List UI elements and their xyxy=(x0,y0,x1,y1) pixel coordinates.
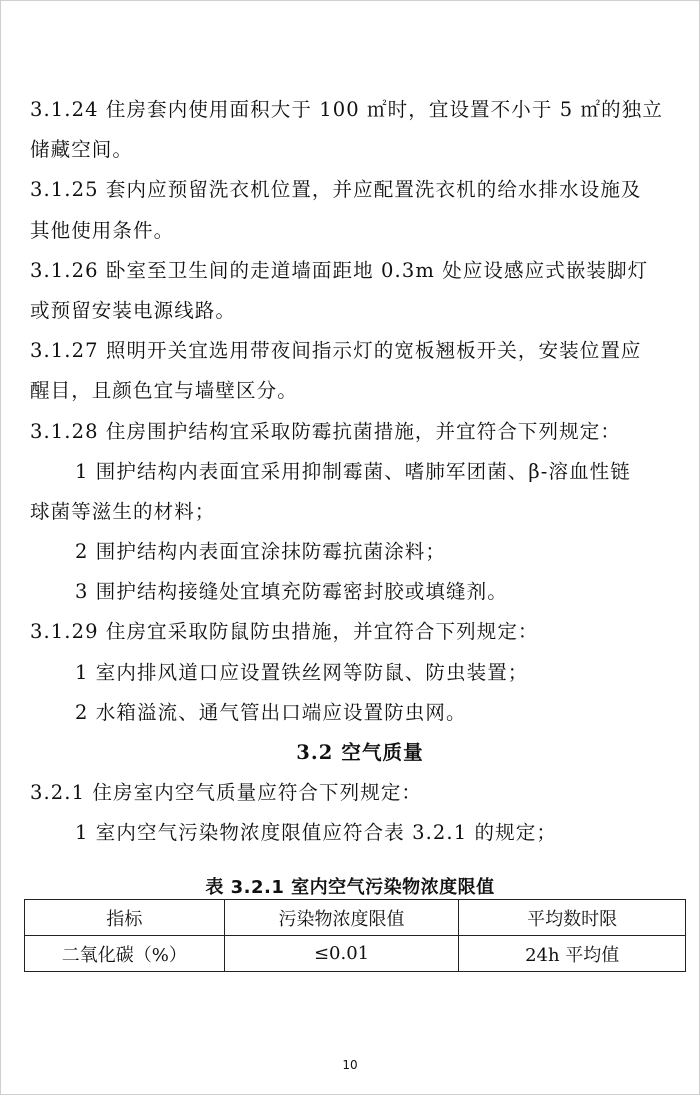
section-heading: 3.2 空气质量 xyxy=(296,741,424,764)
text-line: 球菌等滋生的材料； xyxy=(30,499,216,523)
table-header-cell: 指标 xyxy=(25,900,225,936)
text-line: 3.1.24 住房套内使用面积大于 100 ㎡时，宜设置不小于 5 ㎡的独立 xyxy=(30,98,663,121)
text-line: 1 室内空气污染物浓度限值应符合表 3.2.1 的规定； xyxy=(75,821,557,845)
text-line: 其他使用条件。 xyxy=(30,218,175,242)
table-row xyxy=(25,936,686,972)
text-line: 2 水箱溢流、通气管出口端应设置防虫网。 xyxy=(75,700,467,724)
table-header-cell: 污染物浓度限值 xyxy=(224,900,459,936)
clauses-section-3-2 xyxy=(30,773,670,853)
text-line: 3.1.29 住房宜采取防鼠防虫措施，并宜符合下列规定： xyxy=(30,620,539,644)
text-line: 3 围护结构接缝处宜填充防霉密封胶或填缝剂。 xyxy=(75,580,508,604)
text-line: 储藏空间。 xyxy=(30,138,134,162)
table-cell-indicator: 二氧化碳（%） xyxy=(25,936,225,972)
pollutant-limit-table xyxy=(24,899,686,972)
page-number: 10 xyxy=(342,1058,358,1072)
table-header-row xyxy=(25,900,686,936)
table-cell-limit: ≤0.01 xyxy=(224,936,459,972)
text-line: 2 围护结构内表面宜涂抹防霉抗菌涂料； xyxy=(75,540,447,564)
text-line: 醒目，且颜色宜与墙壁区分。 xyxy=(30,379,298,403)
table-header-cell: 平均数时限 xyxy=(459,900,686,936)
text-line: 3.1.28 住房围护结构宜采取防霉抗菌措施，并宜符合下列规定： xyxy=(30,419,621,443)
text-line: 1 室内排风道口应设置铁丝网等防鼠、防虫装置； xyxy=(75,660,529,684)
text-line: 3.1.27 照明开关宜选用带夜间指示灯的宽板翘板开关，安装位置应 xyxy=(30,339,642,363)
table-caption: 表 3.2.1 室内空气污染物浓度限值 xyxy=(205,877,495,898)
text-line: 3.2.1 住房室内空气质量应符合下列规定： xyxy=(30,781,423,805)
text-line: 3.1.26 卧室至卫生间的走道墙面距地 0.3m 处应设感应式嵌装脚灯 xyxy=(30,258,649,282)
document-body xyxy=(30,90,670,854)
table-cell-averaging-time: 24h 平均值 xyxy=(459,936,686,972)
text-line: 或预留安装电源线路。 xyxy=(30,298,237,322)
clauses-section-3-1 xyxy=(30,90,670,733)
text-line: 3.1.25 套内应预留洗衣机位置，并应配置洗衣机的给水排水设施及 xyxy=(30,178,642,202)
text-line: 1 围护结构内表面宜采用抑制霉菌、嗜肺军团菌、β-溶血性链 xyxy=(75,459,631,483)
